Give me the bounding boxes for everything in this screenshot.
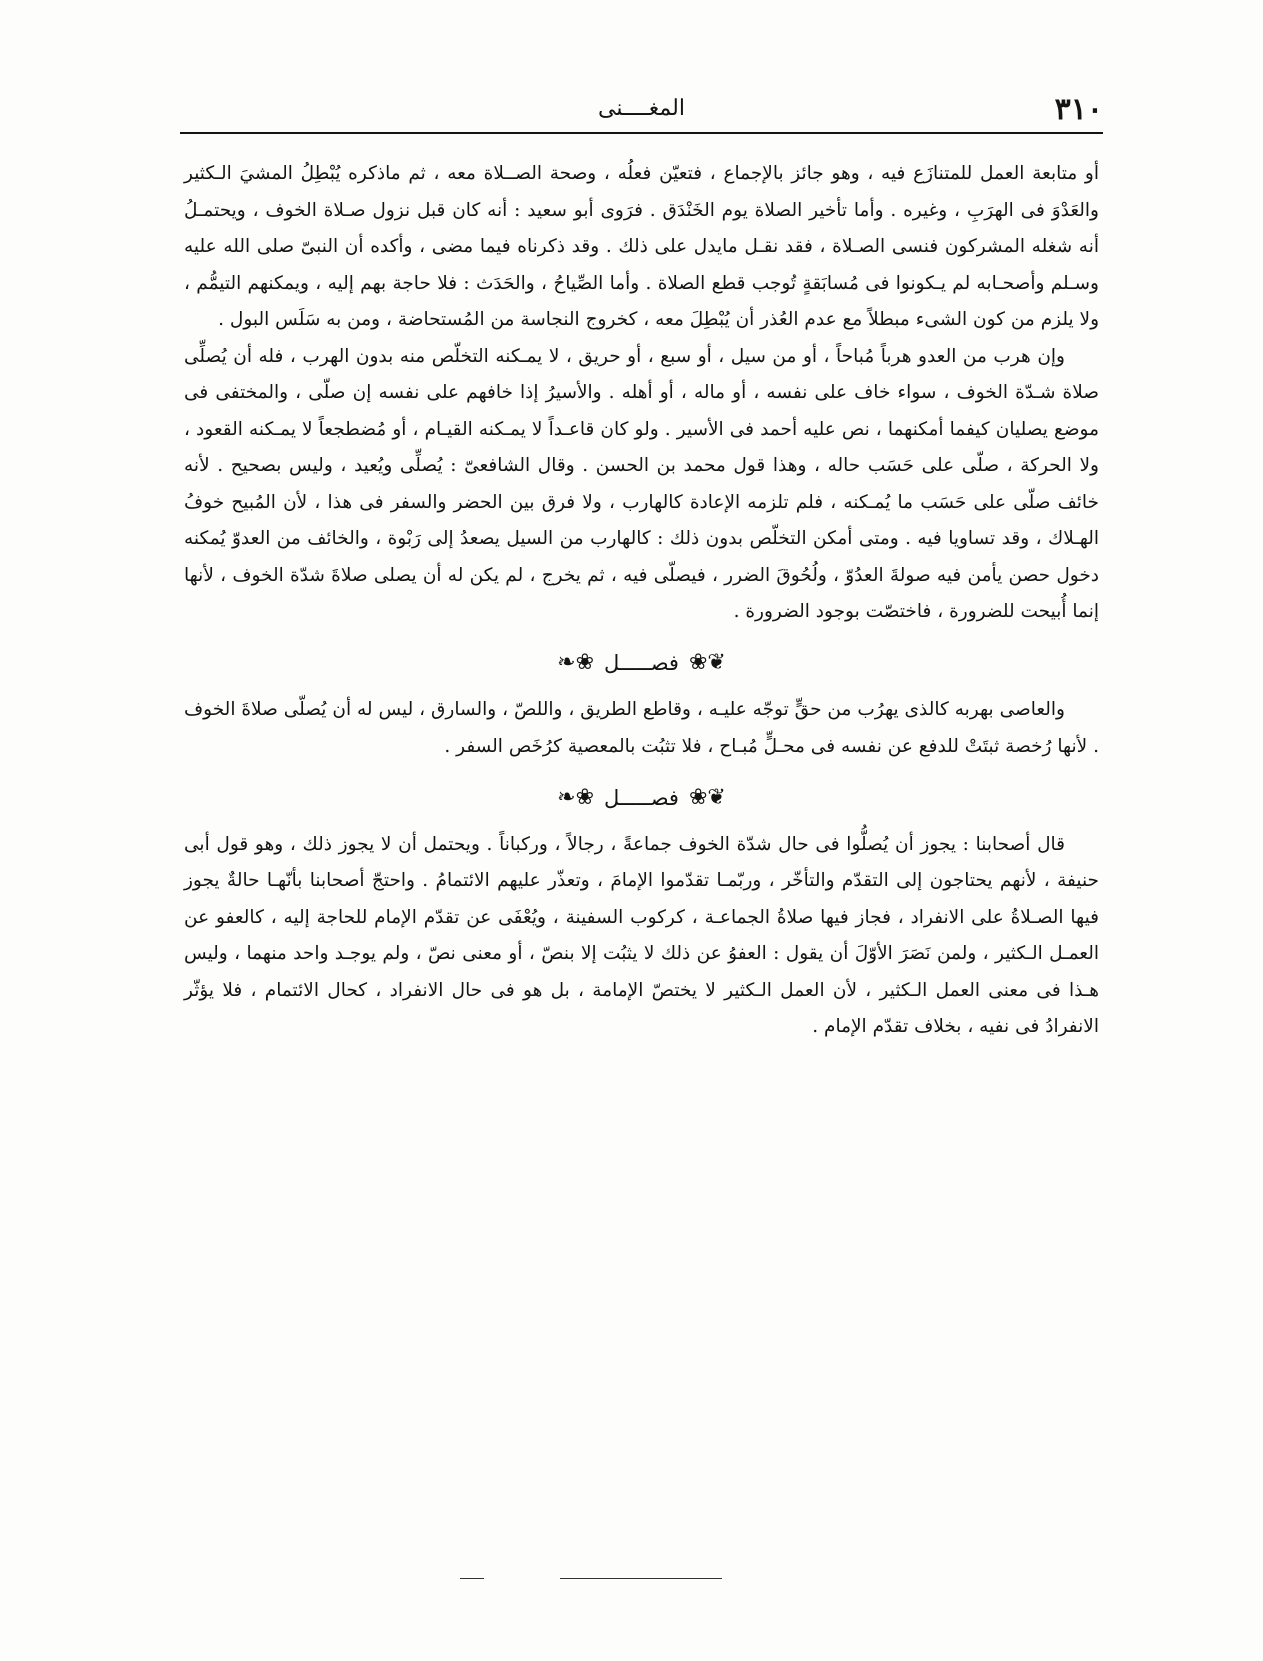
page-body: [184, 156, 1099, 1046]
body-paragraph: قال أصحابنا : يجوز أن يُصلُّوا فى حال شدّة الخوف جماعةً ، رجالاً ، وركباناً . ويحتمل أن لا يجوز ذلك ، وهو قول أبى حنيفة ، لأنهم يحتاجون إلى التقدّم والتأخّر ، وربّمـا تقدّموا الإمامَ ، وتعذّر عليهم الائتمامُ . واحتجّ أصحابنا بأنّهـا حالةٌ يجوز فيها الصـلاةُ على الانفراد ، فجاز فيها صلاةُ الجماعـة ، كركوب السفينة ، ويُعْفَى عن تقدّم الإمام للحاجة إليه ، كالعفو عن العمـل الـكثير ، ولمن نَصَرَ الأوّلَ أن يقول : العفوُ عن ذلك لا يثبُت إلا بنصّ ، أو معنى نصّ ، ولم يوجـد واحد منهما ، وليس هـذا فى معنى العمل الـكثير ، لأن العمل الـكثير لا يختصّ الإمامة ، بل هو فى حال الانفراد ، كحال الائتمام ، فلا يؤثّر الانفرادُ فى نفيه ، بخلاف تقدّم الإمام .: [184, 833, 1099, 1037]
ornament-icon: ❀❧: [557, 650, 595, 675]
body-paragraph: أو متابعة العمل للمتنازَع فيه ، وهو جائز بالإجماع ، فتعيّن فعلُه ، وصحة الصــلاة معه ، ثم ماذكره يُبْطِلُ المشيَ الـكثير والعَدْوَ فى الهرَبِ ، وغيره . وأما تأخير الصلاة يوم الخَنْدَق . فرَوى أبو سعيد : أنه كان قبل نزول صـلاة الخوف ، ويحتمـلُ أنه شغله المشركون فنسى الصـلاة ، فقد نقـل مايدل على ذلك . وقد ذكرناه فيما مضى ، وأكده أن النبىّ صلى الله عليه وسـلم وأصحـابه لم يـكونوا فى مُسابَقةٍ تُوجب قطع الصلاة . وأما الصِّياحُ ، والحَدَث : فلا حاجة بهم إليه ، ويمكنهم التيمُّم ، ولا يلزم من كون الشىء مبطلاً مع عدم العُذر أن يُبْطِلَ معه ، كخروج النجاسة من المُستحاضة ، ومن به سَلَس البول .: [184, 163, 1099, 330]
footer-rule-long: [560, 1578, 722, 1579]
header-rule: [180, 132, 1103, 134]
section-heading-text: فصـــــل: [604, 785, 679, 810]
footer-rule-short: [460, 1578, 484, 1579]
page-header: [180, 92, 1103, 134]
body-paragraph: والعاصى بهربه كالذى يهرُب من حقٍّ توجّه عليـه ، وقاطع الطريق ، واللصّ ، والسارق ، ليس له أن يُصلّى صلاةَ الخوف . لأنها رُخصة ثبتَتْ للدفع عن نفسه فى محـلٍّ مُبـاح ، فلا تثبُت بالمعصية كرُخَص السفر .: [184, 699, 1099, 757]
ornament-icon: ❦❀: [688, 650, 726, 675]
ornament-icon: ❦❀: [688, 784, 726, 810]
body-paragraph: وإن هرب من العدو هرباً مُباحاً ، أو من سيل ، أو سبع ، أو حريق ، لا يمـكنه التخلّص منه بدون الهرب ، فله أن يُصلِّى صلاة شـدّة الخوف ، سواء خاف على نفسه ، أو ماله ، أو أهله . والأسيرُ إذا خافهم على نفسه إن صلّى ، والمختفى فى موضع يصليان كيفما أمكنهما ، نص عليه أحمد فى الأسير . ولو كان قاعـداً لا يمـكنه القيـام ، أو مُضطجعاً لا يمـكنه القعود ، ولا الحركة ، صلّى على حَسَب حاله ، وهذا قول محمد بن الحسن . وقال الشافعىّ : يُصلِّى ويُعيد ، وليس بصحيح . لأنه خائف صلّى على حَسَب ما يُمـكنه ، فلم تلزمه الإعادة كالهارب ، ولا فرق بين الحضر والسفر فى هذا ، لأن المُبيح خوفُ الهـلاك ، وقد تساويا فيه . ومتى أمكن التخلّص بدون ذلك : كالهارب من السيل يصعدُ إلى رَبْوة ، والخائف من العدوّ يُمكنه دخول حصن يأمن فيه صولةَ العدُوّ ، ولُحُوقَ الضرر ، فيصلّى فيه ، ثم يخرج ، لم يكن له أن يصلى صلاةَ شدّة الخوف ، لأنها إنما أُبيحت للضرورة ، فاختصّت بوجود الضرورة .: [184, 345, 1099, 622]
page-number: ٣١٠: [1054, 92, 1103, 127]
section-heading: [184, 645, 1099, 681]
ornament-icon: ❀❧: [557, 784, 595, 810]
section-heading: [184, 779, 1099, 815]
running-title: المغــــنى: [598, 96, 685, 121]
footer-rules: [0, 1578, 1263, 1584]
section-heading-text: فصـــــل: [604, 651, 679, 675]
